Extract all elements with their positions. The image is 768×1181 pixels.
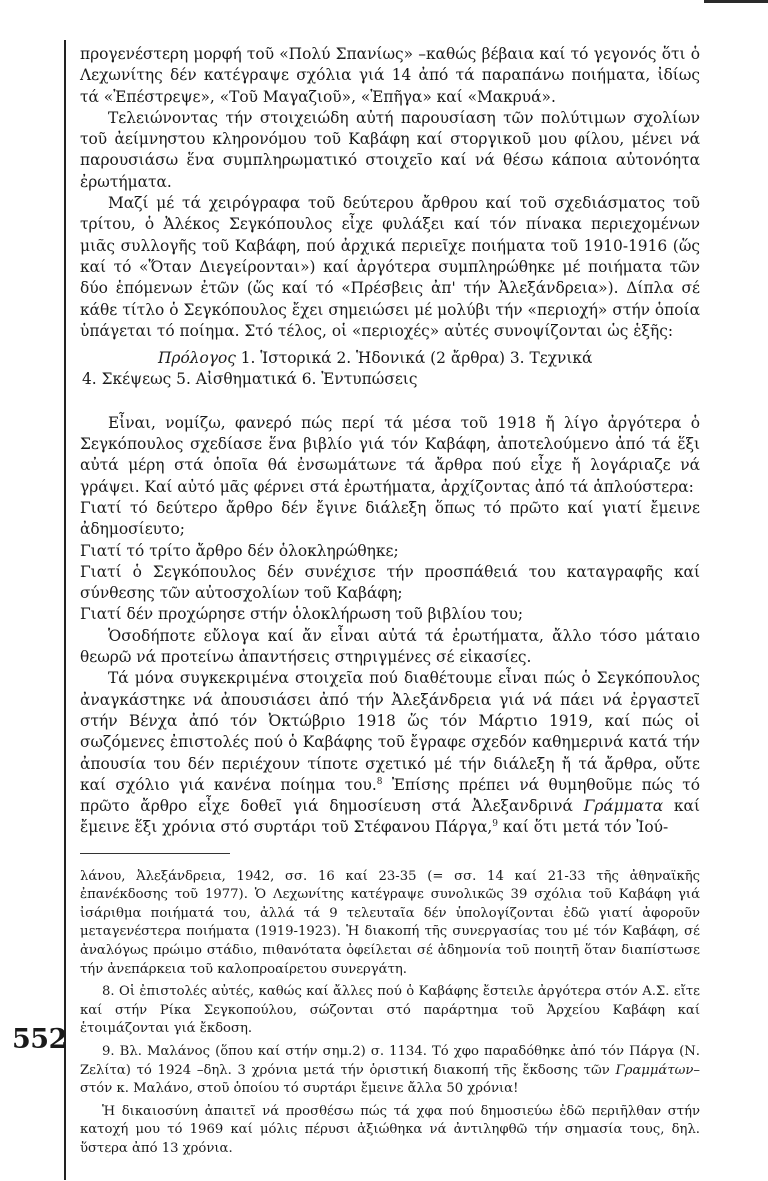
footnote-10: Ἡ δικαιοσύνη ἀπαιτεῖ νά προσθέσω πώς τά χφα πού δημοσιεύω ἐδῶ περιῆλθαν στήν κατοχή μου τό 1969 καί μόλις πέρυσι ἀξιώθηκα νά ἀντιληφθῶ τήν σημασία τους, δηλ. ὕστερα ἀπό 13 χρόνια. bbox=[80, 1103, 700, 1156]
page-text bbox=[80, 44, 700, 1163]
section-gap bbox=[80, 391, 700, 413]
footnote-rule bbox=[80, 853, 230, 854]
paragraph-4: Εἶναι, νομίζω, φανερό πώς περί τά μέσα τοῦ 1918 ἤ λίγο ἀργότερα ὁ Σεγκόπουλος σχεδίασε ἕνα βιβλίο γιά τόν Καβάφη, ἀποτελούμενο ἀπό τά ἕξι αὐτά μέρη στά ὁποῖα θά ἐνσωμάτωνε τά ἄρθρα πού εἶχε ἤ λογάριαζε νά γράψει. Καί αὐτό μᾶς φέρνει στά ἐρωτήματα, ἀρχίζοντας ἀπό τά ἁπλούστερα: bbox=[80, 413, 700, 496]
footnote-8: 8. Οἱ ἐπιστολές αὐτές, καθώς καί ἄλλες πού ὁ Καβάφης ἔστειλε ἀργότερα στόν Α.Σ. εἴτε καί στήν Ρίκα Σεγκοπούλου, σώζονται στό παράρτημα τοῦ Ἀρχείου Καβάφη καί ἑτοιμάζονται γιά ἔκδοση. bbox=[80, 984, 700, 1037]
footnote-9-italic-title: Γραμμάτων bbox=[615, 1062, 694, 1078]
paragraph-6-part-a: Τά μόνα συγκεκριμένα στοιχεῖα πού διαθέτουμε εἶναι πώς ὁ Σεγκόπουλος ἀναγκάστηκε νά ἀπουσιάσει ἀπό τήν Ἀλεξάνδρεια γιά νά πάει νά ἐργαστεῖ στήν Βένχα ἀπό τόν Ὀκτώβριο 1918 ὥς τόν Μάρτιο 1919, καί πώς οἱ σωζόμενες ἐπιστολές πού ὁ Καβάφης τοῦ ἔγραφε σχεδόν καθημερινά κατά τήν ἀπουσία του δέν περιέχουν τίποτε σχετικό μέ τήν διάλεξη ἤ τά ἄρθρα, οὔτε καί σχόλιο γιά κανένα ποίημα του. bbox=[80, 669, 700, 794]
footnote-ref-8: 8 bbox=[376, 776, 383, 787]
categories-line-2: 4. Σκέψεως 5. Αἰσθηματικά 6. Ἐντυπώσεις bbox=[82, 370, 418, 389]
question-2: Γιατί τό τρίτο ἄρθρο δέν ὁλοκληρώθηκε; bbox=[80, 541, 399, 560]
footnotes bbox=[80, 868, 700, 1159]
categories-line-1-rest: 1. Ἱστορικά 2. Ἡδονικά (2 ἄρθρα) 3. Τεχνικά bbox=[235, 349, 593, 368]
paragraph-6-italic-title: Γράμματα bbox=[583, 797, 664, 816]
footnote-ref-9: 9 bbox=[492, 819, 498, 830]
footnote-9-part-b: – στόν κ. Μαλάνο, στοῦ ὁποίου τό συρτάρι ἔμεινε ἄλλα 50 χρόνια! bbox=[80, 1062, 700, 1097]
question-1: Γιατί τό δεύτερο ἄρθρο δέν ἔγινε διάλεξη ὅπως τό πρῶτο καί γιατί ἔμεινε ἀδημοσίευτο; bbox=[80, 498, 700, 539]
footnote-continued: λάνου, Ἀλεξάνδρεια, 1942, σσ. 16 καί 23-35 (= σσ. 14 καί 21-33 τῆς ἀθηναϊκῆς ἐπανέκδοσης τοῦ 1977). Ὁ Λεχωνίτης κατέγραψε συνολικῶς 39 σχόλια τοῦ Καβάφη γιά ἰσάριθμα ποιήματά του, ἀλλά τά 9 τελευταῖα δέν ὑπολογίζονται ἐδῶ γιατί ἀφοροῦν μεταγενέστερα ποιήματα (1919-1923). Ἡ διακοπή τῆς συνεργασίας του μέ τόν Καβάφη, σέ ἀναλόγως πρώιμο στάδιο, πιθανότατα ὀφείλεται σέ ἀδημονία τοῦ ποιητῆ ὅταν διαπίστωσε τήν ἀνεπάρκεια τοῦ καλοπροαίρετου συνεργάτη. bbox=[80, 868, 700, 977]
paragraph-6-part-c: καί ἔμεινε ἕξι χρόνια στό συρτάρι τοῦ Στέφανου Πάργα, bbox=[80, 797, 700, 837]
categories-list bbox=[80, 348, 700, 391]
paragraph-6 bbox=[80, 668, 700, 838]
page-number: 552 bbox=[12, 1024, 67, 1055]
footnote-9-part-a: 9. Βλ. Μαλάνος (ὅπου καί στήν σημ.2) σ. 1134. Τό χφο παραδόθηκε ἀπό τόν Πάργα (Ν. Ζελίτα) τό 1924 –δηλ. 3 χρόνια μετά τήν ὁριστική διακοπή τῆς ἔκδοσης τῶν bbox=[80, 1044, 700, 1078]
question-4: Γιατί δέν προχώρησε στήν ὁλοκλήρωση τοῦ βιβλίου του; bbox=[80, 605, 524, 624]
categories-line-1 bbox=[80, 348, 700, 369]
margin-rule bbox=[64, 40, 66, 1180]
question-3: Γιατί ὁ Σεγκόπουλος δέν συνέχισε τήν προσπάθειά του καταγραφῆς καί σύνθεσης τῶν αὐτοσχολίων τοῦ Καβάφη; bbox=[80, 562, 700, 603]
paragraph-6-part-b: Ἐπίσης πρέπει νά θυμηθοῦμε πώς τό πρῶτο ἄρθρο εἶχε δοθεῖ γιά δημοσίευση στά Ἀλεξανδρινά bbox=[80, 775, 700, 816]
paragraph-3: Μαζί μέ τά χειρόγραφα τοῦ δεύτερου ἄρθρου καί τοῦ σχεδιάσματος τοῦ τρίτου, ὁ Ἀλέκος Σεγκόπουλος εἶχε φυλάξει καί τόν πίνακα περιεχομένων μιᾶς συλλογῆς τοῦ Καβάφη, πού ἀρχικά περιεῖχε ποιήματα τοῦ 1910-1916 (ὥς καί τό «Ὅταν Διεγείρονται») καί ἀργότερα συμπληρώθηκε μέ ποιήματα τῶν δύο ἑπόμενων ἐτῶν (ὥς καί τό «Πρέσβεις ἀπ' τήν Ἀλεξάνδρεια»). Δίπλα σέ κάθε τίτλο ὁ Σεγκόπουλος ἔχει σημειώσει μέ μολύβι τήν «περιοχή» στήν ὁποία ὑπάγεται τό ποίημα. Στό τέλος, οἱ «περιοχές» αὐτές συνοψίζονται ὡς ἑξῆς: bbox=[80, 194, 700, 340]
paragraph-6-part-d: καί ὅτι μετά τόν Ἰού- bbox=[497, 818, 669, 837]
corner-mark bbox=[704, 0, 768, 3]
paragraph-1: προγενέστερη μορφή τοῦ «Πολύ Σπανίως» –καθώς βέβαια καί τό γεγονός ὅτι ὁ Λεχωνίτης δέν κατέγραψε σχόλια γιά 14 ἀπό τά παραπάνω ποιήματα, ἰδίως τά «Ἐπέστρεψε», «Τοῦ Μαγαζιοῦ», «Ἐπῆγα» καί «Μακρυά». bbox=[80, 45, 700, 106]
footnote-9 bbox=[80, 1043, 700, 1099]
category-prologue: Πρόλογος bbox=[158, 349, 236, 368]
paragraph-2: Τελειώνοντας τήν στοιχειώδη αὐτή παρουσίαση τῶν πολύτιμων σχολίων τοῦ ἀείμνηστου κληρονόμου τοῦ Καβάφη καί στοργικοῦ μου φίλου, μένει νά παρουσιάσω ἕνα συμπληρωματικό στοιχεῖο καί νά θέσω κάποια αὐτονόητα ἐρωτήματα. bbox=[80, 108, 700, 191]
paragraph-5: Ὁσοδήποτε εὔλογα καί ἄν εἶναι αὐτά τά ἐρωτήματα, ἄλλο τόσο μάταιο θεωρῶ νά προτείνω ἀπαντήσεις στηριγμένες σέ εἰκασίες. bbox=[80, 626, 700, 667]
